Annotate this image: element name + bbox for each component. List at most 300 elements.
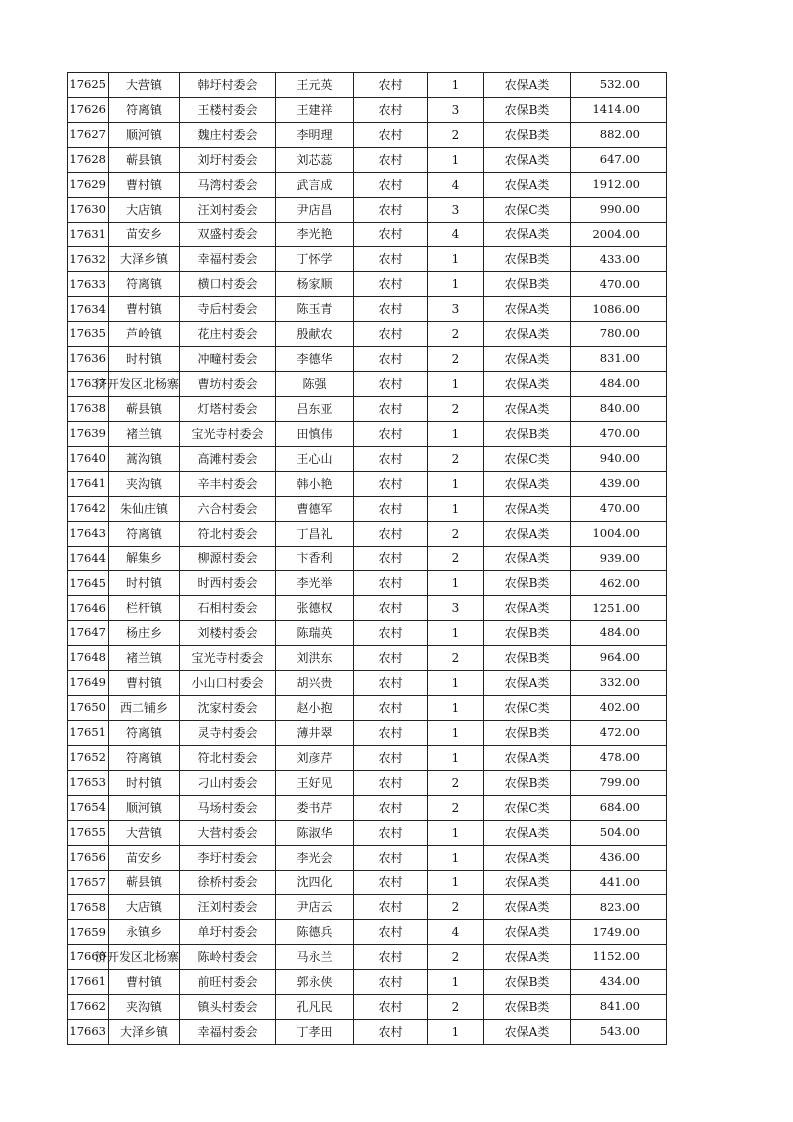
record-id-cell: 17654 — [68, 795, 109, 820]
town-cell: 蒿沟镇 — [109, 446, 180, 471]
insurance-category-cell: 农保B类 — [484, 272, 571, 297]
insurance-category-cell: 农保A类 — [484, 322, 571, 347]
town-cell: 苗安乡 — [109, 845, 180, 870]
record-id-cell: 17628 — [68, 147, 109, 172]
insurance-category-cell: 农保A类 — [484, 396, 571, 421]
person-name-cell: 王建祥 — [276, 97, 354, 122]
insurance-category-cell: 农保B类 — [484, 122, 571, 147]
member-count-cell: 1 — [428, 247, 484, 272]
member-count-cell: 1 — [428, 421, 484, 446]
amount-cell: 780.00 — [571, 322, 667, 347]
household-type-cell: 农村 — [354, 795, 428, 820]
person-name-cell: 陈淑华 — [276, 820, 354, 845]
table-row — [68, 73, 667, 98]
table-row — [68, 372, 667, 397]
record-id-cell: 17639 — [68, 421, 109, 446]
person-name-cell: 尹店云 — [276, 895, 354, 920]
town-cell: 曹村镇 — [109, 297, 180, 322]
insurance-category-cell: 农保A类 — [484, 147, 571, 172]
insurance-category-cell: 农保A类 — [484, 347, 571, 372]
record-id-cell: 17648 — [68, 646, 109, 671]
person-name-cell: 娄书芹 — [276, 795, 354, 820]
table-row — [68, 845, 667, 870]
person-name-cell: 尹店昌 — [276, 197, 354, 222]
insurance-category-cell: 农保A类 — [484, 870, 571, 895]
household-type-cell: 农村 — [354, 147, 428, 172]
village-committee-cell: 汪刘村委会 — [180, 895, 276, 920]
town-cell: 蕲县镇 — [109, 147, 180, 172]
amount-cell: 441.00 — [571, 870, 667, 895]
member-count-cell: 2 — [428, 396, 484, 421]
table-row — [68, 596, 667, 621]
member-count-cell: 1 — [428, 745, 484, 770]
insurance-category-cell: 农保B类 — [484, 770, 571, 795]
household-type-cell: 农村 — [354, 745, 428, 770]
amount-cell: 439.00 — [571, 471, 667, 496]
record-id-cell: 17644 — [68, 546, 109, 571]
person-name-cell: 李明理 — [276, 122, 354, 147]
table-row — [68, 97, 667, 122]
village-committee-cell: 符北村委会 — [180, 521, 276, 546]
village-committee-cell: 李圩村委会 — [180, 845, 276, 870]
table-row — [68, 197, 667, 222]
record-id-cell: 17634 — [68, 297, 109, 322]
record-id-cell: 17641 — [68, 471, 109, 496]
member-count-cell: 2 — [428, 446, 484, 471]
table-row — [68, 122, 667, 147]
village-committee-cell: 镇头村委会 — [180, 995, 276, 1020]
record-id-cell: 17659 — [68, 920, 109, 945]
household-type-cell: 农村 — [354, 995, 428, 1020]
record-id-cell: 17638 — [68, 396, 109, 421]
village-committee-cell: 马场村委会 — [180, 795, 276, 820]
village-committee-cell: 刁山村委会 — [180, 770, 276, 795]
person-name-cell: 丁怀学 — [276, 247, 354, 272]
record-id-cell: 17656 — [68, 845, 109, 870]
person-name-cell: 武言成 — [276, 172, 354, 197]
village-committee-cell: 魏庄村委会 — [180, 122, 276, 147]
insurance-category-cell: 农保B类 — [484, 247, 571, 272]
household-type-cell: 农村 — [354, 496, 428, 521]
record-id-cell: 17650 — [68, 696, 109, 721]
household-type-cell: 农村 — [354, 396, 428, 421]
household-type-cell: 农村 — [354, 696, 428, 721]
member-count-cell: 1 — [428, 372, 484, 397]
table-row — [68, 720, 667, 745]
village-committee-cell: 王楼村委会 — [180, 97, 276, 122]
village-committee-cell: 符北村委会 — [180, 745, 276, 770]
insurance-category-cell: 农保A类 — [484, 222, 571, 247]
member-count-cell: 1 — [428, 671, 484, 696]
household-type-cell: 农村 — [354, 870, 428, 895]
town-cell: 符离镇 — [109, 720, 180, 745]
village-committee-cell: 单圩村委会 — [180, 920, 276, 945]
amount-cell: 840.00 — [571, 396, 667, 421]
town-cell: 顺河镇 — [109, 122, 180, 147]
person-name-cell: 陈玉青 — [276, 297, 354, 322]
member-count-cell: 2 — [428, 347, 484, 372]
household-type-cell: 农村 — [354, 471, 428, 496]
household-type-cell: 农村 — [354, 720, 428, 745]
amount-cell: 1086.00 — [571, 297, 667, 322]
amount-cell: 1004.00 — [571, 521, 667, 546]
member-count-cell: 1 — [428, 496, 484, 521]
table-row — [68, 147, 667, 172]
amount-cell: 433.00 — [571, 247, 667, 272]
insurance-category-cell: 农保A类 — [484, 471, 571, 496]
record-id-cell: 17655 — [68, 820, 109, 845]
table-row — [68, 920, 667, 945]
record-id-cell: 17646 — [68, 596, 109, 621]
record-id-cell: 17658 — [68, 895, 109, 920]
insurance-category-cell: 农保A类 — [484, 496, 571, 521]
amount-cell: 332.00 — [571, 671, 667, 696]
insurance-category-cell: 农保A类 — [484, 372, 571, 397]
roster-table — [67, 72, 667, 1045]
person-name-cell: 李光艳 — [276, 222, 354, 247]
village-committee-cell: 刘圩村委会 — [180, 147, 276, 172]
table-row — [68, 347, 667, 372]
table-row — [68, 322, 667, 347]
town-cell: 夹沟镇 — [109, 471, 180, 496]
village-committee-cell: 前旺村委会 — [180, 970, 276, 995]
town-cell: 杨庄乡 — [109, 621, 180, 646]
insurance-category-cell: 农保A类 — [484, 920, 571, 945]
record-id-cell: 17651 — [68, 720, 109, 745]
household-type-cell: 农村 — [354, 222, 428, 247]
amount-cell: 478.00 — [571, 745, 667, 770]
household-type-cell: 农村 — [354, 671, 428, 696]
amount-cell: 462.00 — [571, 571, 667, 596]
person-name-cell: 陈瑞英 — [276, 621, 354, 646]
insurance-category-cell: 农保A类 — [484, 172, 571, 197]
insurance-category-cell: 农保A类 — [484, 73, 571, 98]
village-committee-cell: 双盛村委会 — [180, 222, 276, 247]
household-type-cell: 农村 — [354, 571, 428, 596]
member-count-cell: 2 — [428, 795, 484, 820]
person-name-cell: 刘洪东 — [276, 646, 354, 671]
member-count-cell: 4 — [428, 172, 484, 197]
insurance-category-cell: 农保B类 — [484, 720, 571, 745]
person-name-cell: 李光举 — [276, 571, 354, 596]
amount-cell: 1912.00 — [571, 172, 667, 197]
table-row — [68, 446, 667, 471]
insurance-category-cell: 农保B类 — [484, 421, 571, 446]
village-committee-cell: 柳源村委会 — [180, 546, 276, 571]
member-count-cell: 1 — [428, 696, 484, 721]
town-cell: 济开发区北杨寨 — [109, 372, 180, 397]
person-name-cell: 陈德兵 — [276, 920, 354, 945]
table-row — [68, 745, 667, 770]
person-name-cell: 薄井翠 — [276, 720, 354, 745]
person-name-cell: 丁孝田 — [276, 1020, 354, 1045]
town-cell: 时村镇 — [109, 347, 180, 372]
person-name-cell: 赵小抱 — [276, 696, 354, 721]
member-count-cell: 4 — [428, 222, 484, 247]
household-type-cell: 农村 — [354, 546, 428, 571]
household-type-cell: 农村 — [354, 347, 428, 372]
amount-cell: 470.00 — [571, 421, 667, 446]
village-committee-cell: 宝光寺村委会 — [180, 646, 276, 671]
amount-cell: 434.00 — [571, 970, 667, 995]
village-committee-cell: 徐桥村委会 — [180, 870, 276, 895]
town-cell: 大店镇 — [109, 895, 180, 920]
household-type-cell: 农村 — [354, 172, 428, 197]
member-count-cell: 2 — [428, 770, 484, 795]
table-row — [68, 172, 667, 197]
amount-cell: 1251.00 — [571, 596, 667, 621]
record-id-cell: 17633 — [68, 272, 109, 297]
household-type-cell: 农村 — [354, 895, 428, 920]
table-row — [68, 945, 667, 970]
village-committee-cell: 韩圩村委会 — [180, 73, 276, 98]
insurance-category-cell: 农保A类 — [484, 671, 571, 696]
amount-cell: 1152.00 — [571, 945, 667, 970]
village-committee-cell: 石相村委会 — [180, 596, 276, 621]
insurance-category-cell: 农保A类 — [484, 745, 571, 770]
amount-cell: 964.00 — [571, 646, 667, 671]
amount-cell: 684.00 — [571, 795, 667, 820]
insurance-category-cell: 农保A类 — [484, 945, 571, 970]
record-id-cell: 17647 — [68, 621, 109, 646]
village-committee-cell: 大营村委会 — [180, 820, 276, 845]
table-row — [68, 297, 667, 322]
household-type-cell: 农村 — [354, 122, 428, 147]
household-type-cell: 农村 — [354, 621, 428, 646]
village-committee-cell: 横口村委会 — [180, 272, 276, 297]
member-count-cell: 1 — [428, 720, 484, 745]
amount-cell: 841.00 — [571, 995, 667, 1020]
town-cell: 大营镇 — [109, 73, 180, 98]
record-id-cell: 17635 — [68, 322, 109, 347]
insurance-category-cell: 农保C类 — [484, 446, 571, 471]
town-cell: 符离镇 — [109, 745, 180, 770]
member-count-cell: 3 — [428, 297, 484, 322]
insurance-category-cell: 农保B类 — [484, 995, 571, 1020]
table-row — [68, 895, 667, 920]
household-type-cell: 农村 — [354, 97, 428, 122]
village-committee-cell: 六合村委会 — [180, 496, 276, 521]
member-count-cell: 4 — [428, 920, 484, 945]
town-cell: 大泽乡镇 — [109, 247, 180, 272]
person-name-cell: 王心山 — [276, 446, 354, 471]
table-row — [68, 546, 667, 571]
amount-cell: 647.00 — [571, 147, 667, 172]
insurance-category-cell: 农保C类 — [484, 696, 571, 721]
member-count-cell: 1 — [428, 870, 484, 895]
household-type-cell: 农村 — [354, 297, 428, 322]
town-cell: 蕲县镇 — [109, 870, 180, 895]
town-cell: 芦岭镇 — [109, 322, 180, 347]
amount-cell: 1749.00 — [571, 920, 667, 945]
amount-cell: 882.00 — [571, 122, 667, 147]
village-committee-cell: 幸福村委会 — [180, 247, 276, 272]
amount-cell: 484.00 — [571, 621, 667, 646]
insurance-category-cell: 农保B类 — [484, 571, 571, 596]
person-name-cell: 郭永侠 — [276, 970, 354, 995]
insurance-category-cell: 农保B类 — [484, 970, 571, 995]
member-count-cell: 2 — [428, 322, 484, 347]
village-committee-cell: 幸福村委会 — [180, 1020, 276, 1045]
table-row — [68, 471, 667, 496]
record-id-cell: 17637 — [68, 372, 109, 397]
village-committee-cell: 灵寺村委会 — [180, 720, 276, 745]
person-name-cell: 韩小艳 — [276, 471, 354, 496]
household-type-cell: 农村 — [354, 820, 428, 845]
town-cell: 褚兰镇 — [109, 646, 180, 671]
record-id-cell: 17627 — [68, 122, 109, 147]
household-type-cell: 农村 — [354, 1020, 428, 1045]
record-id-cell: 17640 — [68, 446, 109, 471]
record-id-cell: 17626 — [68, 97, 109, 122]
person-name-cell: 曹德军 — [276, 496, 354, 521]
amount-cell: 484.00 — [571, 372, 667, 397]
member-count-cell: 2 — [428, 895, 484, 920]
household-type-cell: 农村 — [354, 372, 428, 397]
village-committee-cell: 辛丰村委会 — [180, 471, 276, 496]
village-committee-cell: 高滩村委会 — [180, 446, 276, 471]
record-id-cell: 17660 — [68, 945, 109, 970]
town-cell: 曹村镇 — [109, 172, 180, 197]
village-committee-cell: 曹坊村委会 — [180, 372, 276, 397]
person-name-cell: 丁昌礼 — [276, 521, 354, 546]
person-name-cell: 刘芯蕊 — [276, 147, 354, 172]
member-count-cell: 1 — [428, 820, 484, 845]
amount-cell: 543.00 — [571, 1020, 667, 1045]
person-name-cell: 李光会 — [276, 845, 354, 870]
town-cell: 符离镇 — [109, 97, 180, 122]
member-count-cell: 1 — [428, 471, 484, 496]
record-id-cell: 17657 — [68, 870, 109, 895]
amount-cell: 831.00 — [571, 347, 667, 372]
village-committee-cell: 寺后村委会 — [180, 297, 276, 322]
person-name-cell: 王元英 — [276, 73, 354, 98]
table-row — [68, 496, 667, 521]
town-cell: 永镇乡 — [109, 920, 180, 945]
village-committee-cell: 宝光寺村委会 — [180, 421, 276, 446]
village-committee-cell: 花庄村委会 — [180, 322, 276, 347]
record-id-cell: 17649 — [68, 671, 109, 696]
insurance-category-cell: 农保C类 — [484, 197, 571, 222]
household-type-cell: 农村 — [354, 73, 428, 98]
record-id-cell: 17629 — [68, 172, 109, 197]
roster-body — [68, 73, 667, 1045]
insurance-category-cell: 农保A类 — [484, 297, 571, 322]
record-id-cell: 17630 — [68, 197, 109, 222]
member-count-cell: 2 — [428, 122, 484, 147]
member-count-cell: 2 — [428, 546, 484, 571]
person-name-cell: 田慎伟 — [276, 421, 354, 446]
table-row — [68, 995, 667, 1020]
household-type-cell: 农村 — [354, 446, 428, 471]
person-name-cell: 沈四化 — [276, 870, 354, 895]
insurance-category-cell: 农保B类 — [484, 646, 571, 671]
person-name-cell: 刘彦芹 — [276, 745, 354, 770]
amount-cell: 940.00 — [571, 446, 667, 471]
amount-cell: 799.00 — [571, 770, 667, 795]
table-row — [68, 820, 667, 845]
insurance-category-cell: 农保B类 — [484, 97, 571, 122]
table-row — [68, 1020, 667, 1045]
record-id-cell: 17632 — [68, 247, 109, 272]
member-count-cell: 1 — [428, 571, 484, 596]
insurance-category-cell: 农保A类 — [484, 820, 571, 845]
member-count-cell: 2 — [428, 995, 484, 1020]
member-count-cell: 2 — [428, 646, 484, 671]
town-cell: 时村镇 — [109, 571, 180, 596]
insurance-category-cell: 农保A类 — [484, 521, 571, 546]
table-row — [68, 247, 667, 272]
member-count-cell: 3 — [428, 197, 484, 222]
insurance-category-cell: 农保A类 — [484, 596, 571, 621]
town-cell: 大营镇 — [109, 820, 180, 845]
table-row — [68, 571, 667, 596]
person-name-cell: 胡兴贵 — [276, 671, 354, 696]
record-id-cell: 17625 — [68, 73, 109, 98]
person-name-cell: 张德权 — [276, 596, 354, 621]
amount-cell: 823.00 — [571, 895, 667, 920]
record-id-cell: 17663 — [68, 1020, 109, 1045]
person-name-cell: 殷献农 — [276, 322, 354, 347]
insurance-category-cell: 农保B类 — [484, 621, 571, 646]
table-row — [68, 521, 667, 546]
town-cell: 栏杆镇 — [109, 596, 180, 621]
record-id-cell: 17652 — [68, 745, 109, 770]
village-committee-cell: 马湾村委会 — [180, 172, 276, 197]
household-type-cell: 农村 — [354, 272, 428, 297]
amount-cell: 402.00 — [571, 696, 667, 721]
person-name-cell: 陈强 — [276, 372, 354, 397]
record-id-cell: 17661 — [68, 970, 109, 995]
table-row — [68, 770, 667, 795]
amount-cell: 472.00 — [571, 720, 667, 745]
household-type-cell: 农村 — [354, 920, 428, 945]
table-row — [68, 696, 667, 721]
person-name-cell: 李德华 — [276, 347, 354, 372]
insurance-category-cell: 农保A类 — [484, 1020, 571, 1045]
insurance-category-cell: 农保A类 — [484, 895, 571, 920]
member-count-cell: 3 — [428, 596, 484, 621]
person-name-cell: 卞香利 — [276, 546, 354, 571]
town-cell: 褚兰镇 — [109, 421, 180, 446]
amount-cell: 504.00 — [571, 820, 667, 845]
amount-cell: 1414.00 — [571, 97, 667, 122]
person-name-cell: 马永兰 — [276, 945, 354, 970]
town-cell: 苗安乡 — [109, 222, 180, 247]
village-committee-cell: 灯塔村委会 — [180, 396, 276, 421]
record-id-cell: 17643 — [68, 521, 109, 546]
member-count-cell: 2 — [428, 945, 484, 970]
insurance-category-cell: 农保A类 — [484, 845, 571, 870]
member-count-cell: 1 — [428, 970, 484, 995]
household-type-cell: 农村 — [354, 945, 428, 970]
insurance-category-cell: 农保C类 — [484, 795, 571, 820]
town-cell: 曹村镇 — [109, 671, 180, 696]
table-row — [68, 671, 667, 696]
amount-cell: 470.00 — [571, 496, 667, 521]
record-id-cell: 17631 — [68, 222, 109, 247]
village-committee-cell: 陈岭村委会 — [180, 945, 276, 970]
member-count-cell: 2 — [428, 521, 484, 546]
table-row — [68, 396, 667, 421]
record-id-cell: 17642 — [68, 496, 109, 521]
amount-cell: 532.00 — [571, 73, 667, 98]
table-row — [68, 421, 667, 446]
member-count-cell: 3 — [428, 97, 484, 122]
table-row — [68, 621, 667, 646]
household-type-cell: 农村 — [354, 322, 428, 347]
town-cell: 曹村镇 — [109, 970, 180, 995]
